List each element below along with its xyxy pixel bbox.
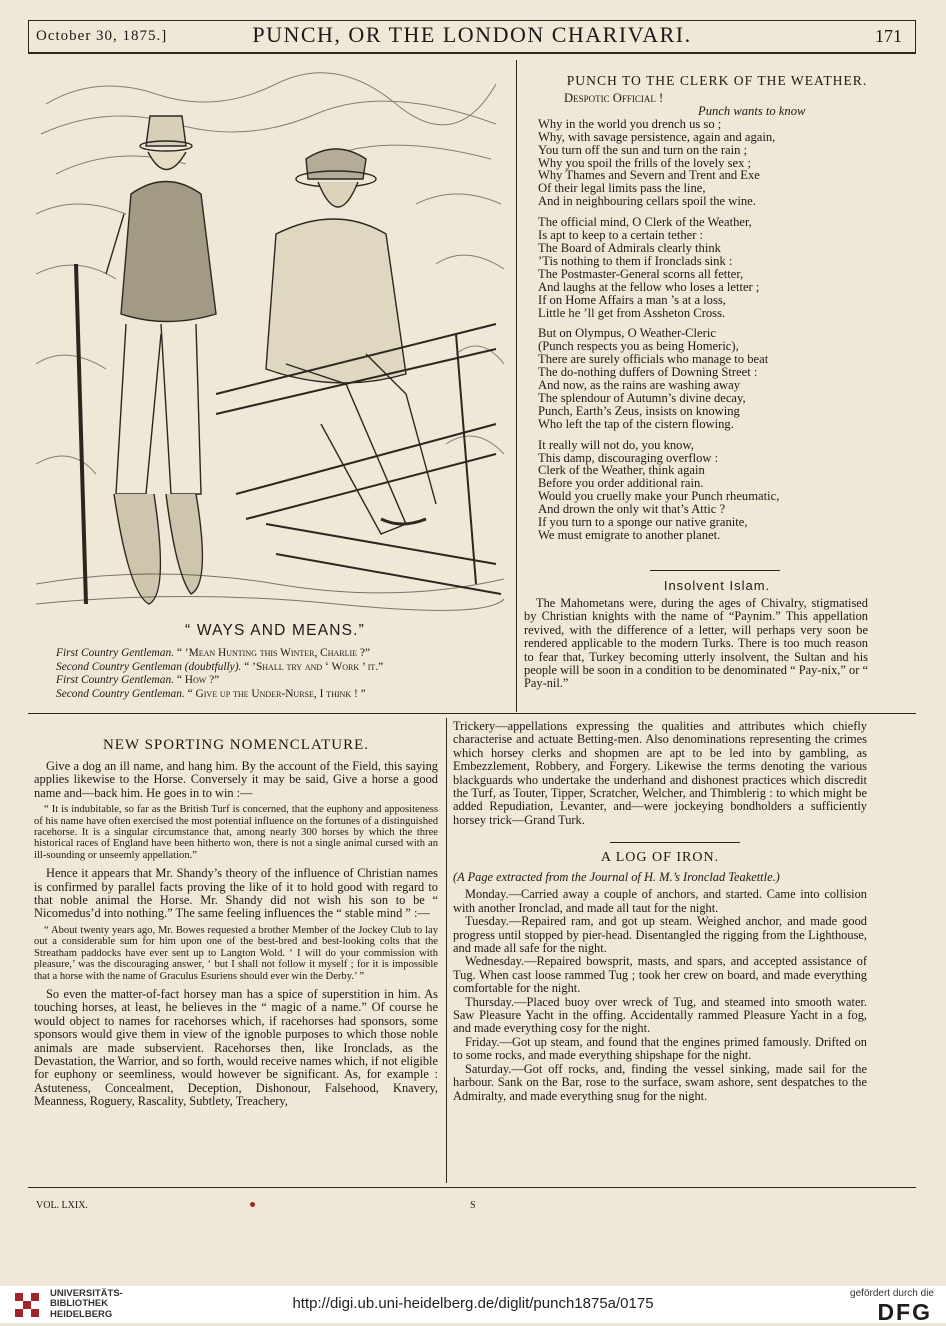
header-rule-right-cap — [915, 20, 916, 53]
poem-line: The Postmaster-General scorns all fetter, — [538, 266, 744, 281]
poem-line: Before you order additional rain. — [538, 476, 704, 491]
masthead-title: PUNCH, OR THE LONDON CHARIVARI. — [252, 22, 692, 47]
cartoon-title: “ WAYS AND MEANS.” — [184, 622, 366, 639]
sporting-column — [34, 760, 438, 1109]
poem-salutation: Despotic Official ! — [564, 91, 664, 105]
library-name-line: UNIVERSITÄTS- — [50, 1288, 123, 1299]
page-number: 171 — [875, 26, 902, 46]
header-rule-top — [28, 20, 916, 21]
poem-line: Would you cruelly make your Punch rheumatic, — [538, 489, 780, 504]
poem-line: (Punch respects you as being Homeric), — [538, 339, 739, 354]
poem-line: And drown the only wit that’s Attic ? — [538, 502, 726, 517]
sporting-quote: “ About twenty years ago, Mr. Bowes requested a brother Member of the Jockey Club to lay out a considerable sum for him upon one of the best-bred and best-looking colts that the Streatham paddocks have ever sent up to Langton Wold. ‘ I will do your commission with pleasure,’ was the discouraging answer, ‘ but I shall not follow it myself ; for it is impossible that a horse with the name of Graculus Esuriens should ever win the Derby.’ ” — [34, 924, 438, 982]
poem-stanza — [538, 105, 908, 208]
cartoon-caption — [56, 647, 508, 701]
log-entry: Thursday.—Placed buoy over wreck of Tug, and steamed into smooth water. Saw Pleasure Yacht in the offing. Accidentally rammed Pleasure Yacht in a fog, and made everything cosy for the night. — [453, 994, 867, 1036]
caption-line — [56, 674, 508, 688]
source-url-link[interactable]: http://digi.ub.uni-heidelberg.de/diglit/punch1875a/0175 — [292, 1295, 654, 1312]
poem-line: The official mind, O Clerk of the Weather, — [538, 215, 752, 230]
poem-line: The Board of Admirals clearly think — [538, 240, 721, 255]
signature-mark: S — [470, 1200, 476, 1211]
poem-line: And now, as the rains are washing away — [538, 378, 741, 393]
library-name-line: HEIDELBERG — [50, 1308, 113, 1320]
page-header — [28, 22, 916, 50]
poem-line: Why in the world you drench us so ; — [538, 116, 722, 131]
sporting-paragraph: So even the matter-of-fact horsey man has a spice of superstition in him. As touching horses, at least, he believes in the “ magic of a name.” Of course he would object to names for racehorses which, if racehorses had sponsors, some sponsors would give them in view of the ignoble purposes to which those noble animals are made subservient. Racehorses then, like Ironclads, as the Devastation, the Warrior, and so forth, would receive names which, if not eligible for euphony or seemliness, would however be significant. As, for example : Astuteness, Concealment, Deception, Dishonour, Falsehood, Knavery, Meanness, Roguery, Rascality, Subtlety, Treachery, — [34, 986, 438, 1109]
poem-line: Punch, Earth’s Zeus, insists on knowing — [538, 403, 740, 418]
poem-line: Why Thames and Severn and Trent and Exe — [538, 168, 760, 183]
issue-date: October 30, 1875.] — [36, 28, 168, 44]
islam-paragraph: The Mahometans were, during the ages of Chivalry, stigmatised by Christian knights with the name of “Paynim.” This appellation revived, with the difference of a letter, will perhaps very soon be rendered applicable to the modern Turks. There is too much reason to fear that, Turkey becoming utterly insolvent, the Sultan and his people will be soon in a condition to be denominated “ Pay-nix,” or “ Pay-nil.” — [524, 596, 868, 691]
caption-speaker: First Country Gentleman. — [56, 674, 175, 687]
caption-speaker: Second Country Gentleman. — [56, 687, 185, 700]
islam-rule — [650, 570, 780, 571]
poem-line: There are surely officials who manage to beat — [538, 352, 769, 367]
poem-stanza — [538, 439, 908, 542]
islam-title: Insolvent Islam. — [663, 578, 771, 593]
caption-text: “ Give up the Under-Nurse, I think ! ” — [187, 687, 366, 700]
islam-body — [524, 597, 868, 691]
log-entry: Friday.—Got up steam, and found that the engines primed famously. Drifted on to some rocks, and made everything shipshape for the night. — [453, 1034, 867, 1063]
log-rule — [610, 842, 740, 843]
caption-speaker: First Country Gentleman. — [56, 647, 175, 659]
ink-spot — [250, 1202, 255, 1207]
log-entry: Tuesday.—Repaired ram, and got up steam. Weighed anchor, and made good progress until stopped by pier-head. Disentangled the rigging from the Lighthouse, and made all safe for the night. — [453, 914, 867, 956]
poem-line: Is apt to keep to a certain tether : — [538, 228, 704, 243]
poem-line: ’Tis nothing to them if Ironclads sink : — [538, 253, 733, 268]
column-divider-lower — [446, 718, 447, 1183]
caption-text: “ How ?” — [176, 674, 220, 687]
sporting-paragraph: Hence it appears that Mr. Shandy’s theory of the influence of Christian names is confirmed by parallel facts proving the like of it to hold good with regard to that noble animal the Horse. Mr. Shandy did not wish his son to be “ Nicomedus’d into nothing.” The same feeling influences the “ stable mind ” :— — [34, 866, 438, 921]
ground-hatching — [36, 574, 504, 610]
poem-line: Who left the tap of the cistern flowing. — [538, 416, 734, 431]
library-name-line: BIBLIOTHEK — [50, 1298, 109, 1310]
log-entry: Monday.—Carried away a couple of anchors, and started. Came into collision with another Ironclad, and made all taut for the night. — [453, 887, 867, 915]
caption-text: “ ’Shall try and ‘ Work ’ it.” — [244, 660, 384, 673]
sporting-title: NEW SPORTING NOMENCLATURE. — [102, 737, 370, 753]
caption-line — [56, 661, 508, 675]
poem-stanza — [538, 327, 908, 430]
poem-line: If on Home Affairs a man ’s at a loss, — [538, 292, 726, 307]
caption-line — [56, 688, 508, 702]
log-entry: Wednesday.—Repaired bowsprit, masts, and spars, and accepted assistance of Tug. When cast loose rammed Tug ; took her crew on board, and made everything comfortable for the night. — [453, 954, 867, 996]
cartoon-illustration — [36, 64, 506, 612]
poem-line: Why, with savage persistence, again and again, — [538, 129, 776, 144]
log-title: A LOG OF IRON. — [600, 850, 720, 865]
caption-text: “ ’Mean Hunting this Winter, Charlie ?” — [176, 647, 371, 659]
sporting-paragraph: Trickery—appellations expressing the qualities and attributes which chiefly characterise and actuate Betting-men. Also denominations representing the crimes which horsey clerks and shopmen are apt to be led into by gambling, as Embezzlement, Robbery, and Forgery. Likewise the terms denoting the various blackguards who undertake the underhand and dishonest practices which discredit the Turf, as Touter, Tipper, Scratcher, Welcher, and Thimblerig : to which might be added Repudiation, Levanter, and—were jockeying bondholders a sufficiently horsey trick—Grand Turk. — [453, 719, 867, 827]
caption-speaker: Second Country Gentleman (doubtfully). — [56, 660, 242, 673]
poem-line: Of their legal limits pass the line, — [538, 181, 706, 196]
funded-by-label: gefördert durch die — [850, 1288, 934, 1299]
column-divider-upper — [516, 60, 517, 712]
footer-rule — [28, 1187, 916, 1188]
poem-line: The splendour of Autumn’s divine decay, — [538, 390, 746, 405]
caption-line — [56, 647, 508, 661]
poem-line: Clerk of the Weather, think again — [538, 463, 705, 478]
log-entry: Saturday.—Got off rocks, and, finding the vessel sinking, made sail for the harbour. Sank on the Bar, rose to the surface, swam ashore, sent despatches to the Admiralty, and made everything snug for the night. — [453, 1061, 867, 1103]
poem-line: We must emigrate to another planet. — [538, 528, 721, 542]
first-gentleman-figure — [76, 116, 216, 604]
poem-line: Why you spoil the frills of the lovely sex ; — [538, 155, 752, 170]
section-divider — [28, 713, 916, 714]
poem-line: You turn off the sun and turn on the rain ; — [538, 142, 748, 157]
poem-line: It really will not do, you know, — [538, 437, 694, 452]
header-rule-left-cap — [28, 20, 29, 53]
poem-line: Punch wants to know — [698, 103, 806, 118]
poem-line: The do-nothing duffers of Downing Street : — [538, 365, 758, 380]
poem-line: If you turn to a sponge our native granite, — [538, 515, 748, 530]
poem-line: This damp, discouraging overflow : — [538, 450, 719, 465]
log-subtitle: (A Page extracted from the Journal of H. M.’s Ironclad Teakettle.) — [453, 870, 780, 884]
volume-label: VOL. LXIX. — [36, 1200, 88, 1211]
sporting-paragraph: Give a dog an ill name, and hang him. By the account of the Field, this saying applies likewise to the Horse. Conversely it may be said, Give a horse a good name and—back him. He goes in to win :— — [34, 759, 438, 800]
library-banner — [0, 1286, 946, 1323]
poem-line: And laughs at the fellow who loses a letter ; — [538, 279, 760, 294]
poem-stanza — [538, 216, 908, 319]
sporting-continuation — [453, 720, 867, 827]
header-rule — [28, 52, 916, 54]
poem-line: And in neighbouring cellars spoil the wine. — [538, 194, 756, 209]
log-column — [453, 871, 867, 1103]
poem-body — [538, 92, 908, 550]
poem-line: But on Olympus, O Weather-Cleric — [538, 326, 716, 341]
poem-title: PUNCH TO THE CLERK OF THE WEATHER. — [566, 73, 868, 88]
dfg-logo: DFG — [877, 1299, 932, 1325]
sporting-quote: “ It is indubitable, so far as the British Turf is concerned, that the euphony and appositeness of his name have often exercised the most potential influence on the fortunes of a distinguished racehorse. It is a singular circumstance that, among nearly 300 horses by which the three historical races of England have been hitherto won, there is not a single animal cursed with an ill-sounding or unseemly appellation.” — [34, 804, 438, 861]
poem-line: Little he ’ll get from Assheton Cross. — [538, 305, 726, 320]
